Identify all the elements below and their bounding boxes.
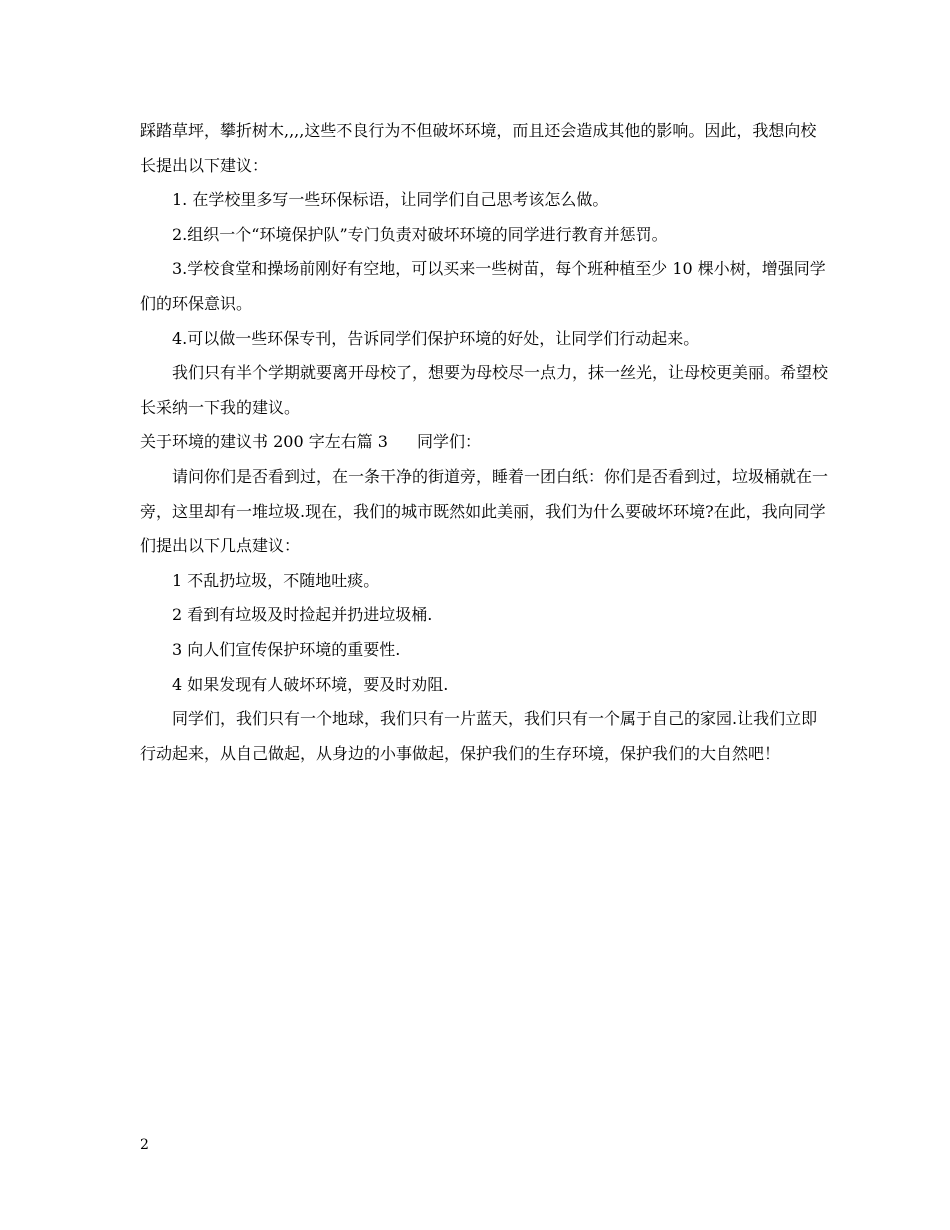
page-number: 2 (140, 1137, 149, 1153)
advice-item-2: 2 看到有垃圾及时捡起并扔进垃圾桶. (172, 605, 433, 625)
suggestion-item-3: 3.学校食堂和操场前刚好有空地，可以买来一些树苗，每个班种植至少 10 棵小树，增强同学们的环保意识。 (140, 259, 826, 313)
document-body (140, 114, 830, 771)
suggestion-item-4: 4.可以做一些环保专刊，告诉同学们保护环境的好处，让同学们行动起来。 (172, 328, 700, 348)
suggestion-item-1: 1. 在学校里多写一些环保标语，让同学们自己思考该怎么做。 (172, 190, 609, 210)
advice-item-4: 4 如果发现有人破坏环境，要及时劝阻. (172, 674, 449, 694)
advice-item-1: 1 不乱扔垃圾，不随地吐痰。 (172, 570, 380, 590)
advice-item-3: 3 向人们宣传保护环境的重要性. (172, 639, 401, 659)
section-title: 关于环境的建议书 200 字左右篇 3 (140, 432, 388, 452)
intro-paragraph: 请问你们是否看到过，在一条干净的街道旁，睡着一团白纸：你们是否看到过，垃圾桶就在一旁，这里却有一堆垃圾.现在，我们的城市既然如此美丽，我们为什么要破坏环境?在此，我向同学们提出以下几点建议： (140, 466, 829, 556)
final-paragraph: 同学们，我们只有一个地球，我们只有一片蓝天，我们只有一个属于自己的家园.让我们立即行动起来，从自己做起，从身边的小事做起，保护我们的生存环境，保护我们的大自然吧！ (140, 709, 818, 763)
closing-paragraph: 我们只有半个学期就要离开母校了，想要为母校尽一点力，抹一丝光，让母校更美丽。希望校长采纳一下我的建议。 (140, 363, 829, 417)
paragraph-1: 踩踏草坪，攀折树木,,,,这些不良行为不但破坏环境，而且还会造成其他的影响。因此，我想向校长提出以下建议： (140, 121, 817, 175)
section-heading (140, 425, 830, 460)
salutation: 同学们： (416, 432, 481, 452)
suggestion-item-2: 2.组织一个“环境保护队”专门负责对破坏环境的同学进行教育并惩罚。 (172, 224, 668, 244)
